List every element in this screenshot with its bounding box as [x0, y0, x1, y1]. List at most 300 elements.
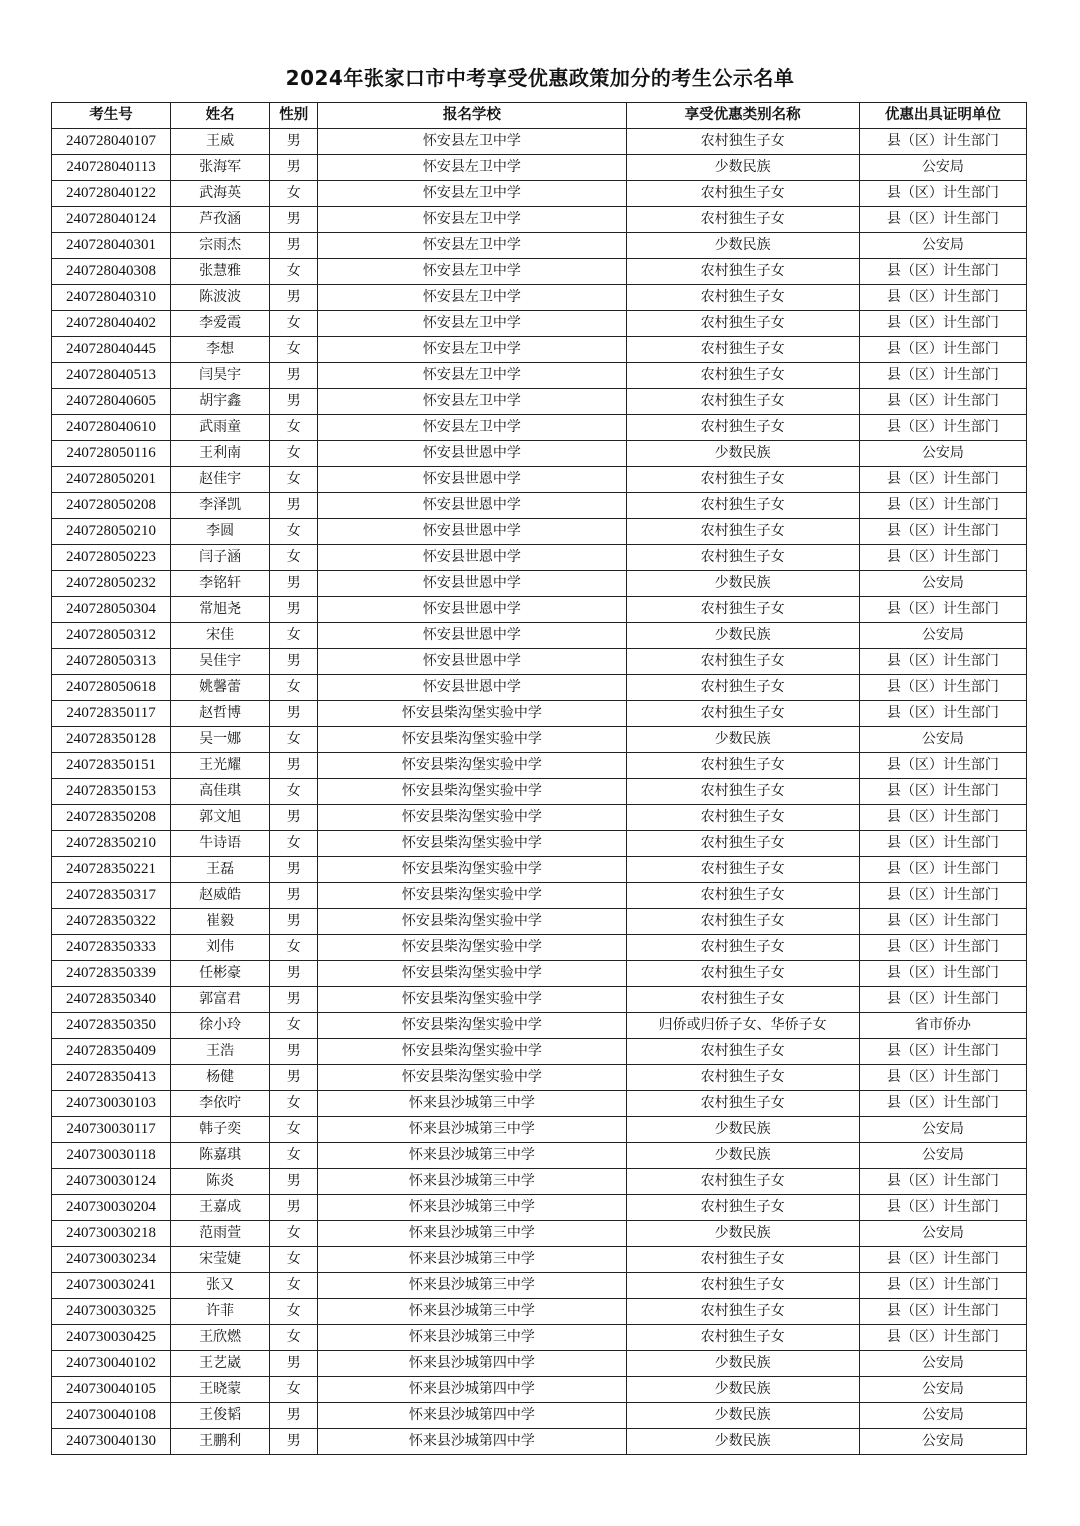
- name-cell: 宋莹婕: [171, 1247, 270, 1273]
- name-cell: 李圆: [171, 519, 270, 545]
- table-row: [52, 467, 1027, 493]
- exam-number-cell: 240728050618: [52, 675, 171, 701]
- exam-number-cell: 240728350221: [52, 857, 171, 883]
- exam-number-cell: 240728350333: [52, 935, 171, 961]
- gender-cell: 男: [270, 1351, 318, 1377]
- certifying-unit-cell: 县（区）计生部门: [859, 1273, 1026, 1299]
- name-cell: 陈波波: [171, 285, 270, 311]
- gender-cell: 男: [270, 207, 318, 233]
- gender-cell: 男: [270, 805, 318, 831]
- school-cell: 怀安县柴沟堡实验中学: [318, 805, 626, 831]
- table-row: [52, 753, 1027, 779]
- school-cell: 怀安县世恩中学: [318, 441, 626, 467]
- gender-cell: 男: [270, 1403, 318, 1429]
- table-row: [52, 1325, 1027, 1351]
- table-row: [52, 1117, 1027, 1143]
- preference-category-cell: 农村独生子女: [626, 675, 859, 701]
- table-row: [52, 857, 1027, 883]
- name-cell: 芦孜涵: [171, 207, 270, 233]
- name-cell: 刘伟: [171, 935, 270, 961]
- certifying-unit-cell: 公安局: [859, 1429, 1026, 1455]
- name-cell: 杨健: [171, 1065, 270, 1091]
- table-row: [52, 935, 1027, 961]
- name-cell: 王晓蒙: [171, 1377, 270, 1403]
- exam-number-cell: 240728350210: [52, 831, 171, 857]
- school-cell: 怀安县柴沟堡实验中学: [318, 753, 626, 779]
- name-cell: 李泽凯: [171, 493, 270, 519]
- table-row: [52, 337, 1027, 363]
- gender-cell: 女: [270, 181, 318, 207]
- preference-category-cell: 少数民族: [626, 1117, 859, 1143]
- school-cell: 怀安县世恩中学: [318, 467, 626, 493]
- preference-category-cell: 农村独生子女: [626, 1273, 859, 1299]
- school-cell: 怀来县沙城第三中学: [318, 1325, 626, 1351]
- header-name: 姓名: [171, 103, 270, 129]
- gender-cell: 男: [270, 649, 318, 675]
- page-title: 2024年张家口市中考享受优惠政策加分的考生公示名单: [285, 66, 795, 90]
- school-cell: 怀安县柴沟堡实验中学: [318, 935, 626, 961]
- exam-number-cell: 240730040105: [52, 1377, 171, 1403]
- exam-number-cell: 240730040108: [52, 1403, 171, 1429]
- certifying-unit-cell: 县（区）计生部门: [859, 493, 1026, 519]
- table-row: [52, 311, 1027, 337]
- gender-cell: 男: [270, 1429, 318, 1455]
- school-cell: 怀安县左卫中学: [318, 285, 626, 311]
- certifying-unit-cell: 县（区）计生部门: [859, 805, 1026, 831]
- gender-cell: 女: [270, 1273, 318, 1299]
- school-cell: 怀安县柴沟堡实验中学: [318, 727, 626, 753]
- preference-category-cell: 农村独生子女: [626, 597, 859, 623]
- table-row: [52, 987, 1027, 1013]
- school-cell: 怀安县柴沟堡实验中学: [318, 1039, 626, 1065]
- school-cell: 怀安县左卫中学: [318, 363, 626, 389]
- certifying-unit-cell: 县（区）计生部门: [859, 259, 1026, 285]
- table-row: [52, 571, 1027, 597]
- name-cell: 许菲: [171, 1299, 270, 1325]
- certifying-unit-cell: 公安局: [859, 1143, 1026, 1169]
- certifying-unit-cell: 县（区）计生部门: [859, 129, 1026, 155]
- table-row: [52, 493, 1027, 519]
- preference-category-cell: 农村独生子女: [626, 467, 859, 493]
- gender-cell: 男: [270, 1039, 318, 1065]
- exam-number-cell: 240728040301: [52, 233, 171, 259]
- exam-number-cell: 240728350350: [52, 1013, 171, 1039]
- gender-cell: 女: [270, 779, 318, 805]
- gender-cell: 女: [270, 337, 318, 363]
- exam-number-cell: 240728040605: [52, 389, 171, 415]
- school-cell: 怀来县沙城第四中学: [318, 1351, 626, 1377]
- certifying-unit-cell: 公安局: [859, 155, 1026, 181]
- table-row: [52, 545, 1027, 571]
- certifying-unit-cell: 县（区）计生部门: [859, 1091, 1026, 1117]
- school-cell: 怀安县柴沟堡实验中学: [318, 961, 626, 987]
- table-row: [52, 909, 1027, 935]
- school-cell: 怀来县沙城第三中学: [318, 1299, 626, 1325]
- gender-cell: 女: [270, 1117, 318, 1143]
- exam-number-cell: 240728040402: [52, 311, 171, 337]
- certifying-unit-cell: 县（区）计生部门: [859, 545, 1026, 571]
- preference-category-cell: 农村独生子女: [626, 909, 859, 935]
- certifying-unit-cell: 县（区）计生部门: [859, 207, 1026, 233]
- exam-number-cell: 240730040130: [52, 1429, 171, 1455]
- exam-number-cell: 240728040113: [52, 155, 171, 181]
- preference-category-cell: 农村独生子女: [626, 1325, 859, 1351]
- school-cell: 怀安县柴沟堡实验中学: [318, 701, 626, 727]
- table-row: [52, 701, 1027, 727]
- name-cell: 王艺崴: [171, 1351, 270, 1377]
- certifying-unit-cell: 公安局: [859, 1403, 1026, 1429]
- table-header-row: [52, 103, 1027, 129]
- school-cell: 怀安县世恩中学: [318, 519, 626, 545]
- gender-cell: 女: [270, 935, 318, 961]
- table-row: [52, 441, 1027, 467]
- school-cell: 怀安县世恩中学: [318, 623, 626, 649]
- table-row: [52, 1065, 1027, 1091]
- name-cell: 王鹏利: [171, 1429, 270, 1455]
- gender-cell: 男: [270, 389, 318, 415]
- preference-category-cell: 农村独生子女: [626, 1169, 859, 1195]
- preference-category-cell: 农村独生子女: [626, 701, 859, 727]
- name-cell: 王俊韬: [171, 1403, 270, 1429]
- preference-category-cell: 农村独生子女: [626, 363, 859, 389]
- name-cell: 徐小玲: [171, 1013, 270, 1039]
- name-cell: 胡宇鑫: [171, 389, 270, 415]
- school-cell: 怀安县世恩中学: [318, 493, 626, 519]
- header-certifying-unit: 优惠出具证明单位: [859, 103, 1026, 129]
- certifying-unit-cell: 县（区）计生部门: [859, 649, 1026, 675]
- gender-cell: 男: [270, 363, 318, 389]
- exam-number-cell: 240728350128: [52, 727, 171, 753]
- preference-category-cell: 少数民族: [626, 233, 859, 259]
- preference-category-cell: 农村独生子女: [626, 987, 859, 1013]
- name-cell: 闫子涵: [171, 545, 270, 571]
- school-cell: 怀安县左卫中学: [318, 233, 626, 259]
- table-row: [52, 1039, 1027, 1065]
- gender-cell: 女: [270, 1377, 318, 1403]
- school-cell: 怀来县沙城第三中学: [318, 1143, 626, 1169]
- school-cell: 怀安县世恩中学: [318, 545, 626, 571]
- preference-category-cell: 农村独生子女: [626, 259, 859, 285]
- preference-category-cell: 农村独生子女: [626, 831, 859, 857]
- table-row: [52, 233, 1027, 259]
- name-cell: 范雨萱: [171, 1221, 270, 1247]
- exam-number-cell: 240730030425: [52, 1325, 171, 1351]
- table-row: [52, 779, 1027, 805]
- table-row: [52, 1403, 1027, 1429]
- preference-category-cell: 少数民族: [626, 1143, 859, 1169]
- name-cell: 张又: [171, 1273, 270, 1299]
- table-body: [52, 129, 1027, 1455]
- gender-cell: 女: [270, 311, 318, 337]
- certifying-unit-cell: 省市侨办: [859, 1013, 1026, 1039]
- school-cell: 怀安县柴沟堡实验中学: [318, 831, 626, 857]
- preference-category-cell: 农村独生子女: [626, 285, 859, 311]
- gender-cell: 女: [270, 831, 318, 857]
- exam-number-cell: 240730030325: [52, 1299, 171, 1325]
- preference-category-cell: 农村独生子女: [626, 883, 859, 909]
- preference-category-cell: 归侨或归侨子女、华侨子女: [626, 1013, 859, 1039]
- certifying-unit-cell: 县（区）计生部门: [859, 1065, 1026, 1091]
- gender-cell: 男: [270, 597, 318, 623]
- exam-number-cell: 240730040102: [52, 1351, 171, 1377]
- name-cell: 吴佳宇: [171, 649, 270, 675]
- table-row: [52, 129, 1027, 155]
- gender-cell: 女: [270, 259, 318, 285]
- certifying-unit-cell: 公安局: [859, 1377, 1026, 1403]
- table-row: [52, 649, 1027, 675]
- exam-number-cell: 240728350117: [52, 701, 171, 727]
- certifying-unit-cell: 公安局: [859, 1221, 1026, 1247]
- certifying-unit-cell: 县（区）计生部门: [859, 415, 1026, 441]
- exam-number-cell: 240728040308: [52, 259, 171, 285]
- exam-number-cell: 240730030241: [52, 1273, 171, 1299]
- preference-category-cell: 少数民族: [626, 727, 859, 753]
- preference-category-cell: 农村独生子女: [626, 857, 859, 883]
- school-cell: 怀安县左卫中学: [318, 311, 626, 337]
- preference-category-cell: 农村独生子女: [626, 961, 859, 987]
- school-cell: 怀安县世恩中学: [318, 597, 626, 623]
- name-cell: 赵威皓: [171, 883, 270, 909]
- school-cell: 怀安县左卫中学: [318, 207, 626, 233]
- gender-cell: 男: [270, 129, 318, 155]
- school-cell: 怀安县柴沟堡实验中学: [318, 883, 626, 909]
- school-cell: 怀安县左卫中学: [318, 337, 626, 363]
- certifying-unit-cell: 县（区）计生部门: [859, 675, 1026, 701]
- name-cell: 高佳琪: [171, 779, 270, 805]
- certifying-unit-cell: 公安局: [859, 623, 1026, 649]
- exam-number-cell: 240728050232: [52, 571, 171, 597]
- table-row: [52, 207, 1027, 233]
- preference-category-cell: 少数民族: [626, 571, 859, 597]
- table-row: [52, 623, 1027, 649]
- gender-cell: 女: [270, 545, 318, 571]
- certifying-unit-cell: 县（区）计生部门: [859, 1299, 1026, 1325]
- preference-category-cell: 少数民族: [626, 623, 859, 649]
- name-cell: 崔毅: [171, 909, 270, 935]
- school-cell: 怀安县左卫中学: [318, 389, 626, 415]
- school-cell: 怀来县沙城第四中学: [318, 1429, 626, 1455]
- name-cell: 郭文旭: [171, 805, 270, 831]
- table-row: [52, 883, 1027, 909]
- certifying-unit-cell: 县（区）计生部门: [859, 909, 1026, 935]
- name-cell: 张慧雅: [171, 259, 270, 285]
- gender-cell: 男: [270, 883, 318, 909]
- school-cell: 怀安县柴沟堡实验中学: [318, 987, 626, 1013]
- gender-cell: 男: [270, 493, 318, 519]
- gender-cell: 女: [270, 727, 318, 753]
- preference-category-cell: 农村独生子女: [626, 1299, 859, 1325]
- certifying-unit-cell: 县（区）计生部门: [859, 987, 1026, 1013]
- school-cell: 怀安县柴沟堡实验中学: [318, 857, 626, 883]
- school-cell: 怀安县世恩中学: [318, 571, 626, 597]
- table-row: [52, 363, 1027, 389]
- table-row: [52, 1091, 1027, 1117]
- table-row: [52, 285, 1027, 311]
- gender-cell: 男: [270, 987, 318, 1013]
- school-cell: 怀来县沙城第三中学: [318, 1273, 626, 1299]
- name-cell: 姚馨蕾: [171, 675, 270, 701]
- exam-number-cell: 240728050210: [52, 519, 171, 545]
- certifying-unit-cell: 县（区）计生部门: [859, 467, 1026, 493]
- certifying-unit-cell: 县（区）计生部门: [859, 1039, 1026, 1065]
- name-cell: 闫昊宇: [171, 363, 270, 389]
- certifying-unit-cell: 县（区）计生部门: [859, 935, 1026, 961]
- table-row: [52, 1247, 1027, 1273]
- table-row: [52, 1273, 1027, 1299]
- gender-cell: 女: [270, 1299, 318, 1325]
- gender-cell: 男: [270, 909, 318, 935]
- certifying-unit-cell: 县（区）计生部门: [859, 779, 1026, 805]
- name-cell: 武海英: [171, 181, 270, 207]
- preference-category-cell: 少数民族: [626, 1351, 859, 1377]
- exam-number-cell: 240728350322: [52, 909, 171, 935]
- certifying-unit-cell: 县（区）计生部门: [859, 857, 1026, 883]
- certifying-unit-cell: 县（区）计生部门: [859, 831, 1026, 857]
- preference-category-cell: 农村独生子女: [626, 181, 859, 207]
- name-cell: 王光耀: [171, 753, 270, 779]
- gender-cell: 男: [270, 1169, 318, 1195]
- certifying-unit-cell: 县（区）计生部门: [859, 337, 1026, 363]
- preference-category-cell: 农村独生子女: [626, 935, 859, 961]
- candidate-table: [51, 102, 1027, 1455]
- gender-cell: 男: [270, 961, 318, 987]
- preference-category-cell: 农村独生子女: [626, 649, 859, 675]
- table-row: [52, 1377, 1027, 1403]
- name-cell: 王利南: [171, 441, 270, 467]
- gender-cell: 女: [270, 519, 318, 545]
- gender-cell: 男: [270, 857, 318, 883]
- exam-number-cell: 240728050304: [52, 597, 171, 623]
- table-row: [52, 831, 1027, 857]
- exam-number-cell: 240728040310: [52, 285, 171, 311]
- gender-cell: 男: [270, 571, 318, 597]
- exam-number-cell: 240730030124: [52, 1169, 171, 1195]
- preference-category-cell: 少数民族: [626, 155, 859, 181]
- preference-category-cell: 农村独生子女: [626, 389, 859, 415]
- exam-number-cell: 240728050201: [52, 467, 171, 493]
- gender-cell: 女: [270, 1091, 318, 1117]
- exam-number-cell: 240730030117: [52, 1117, 171, 1143]
- exam-number-cell: 240730030234: [52, 1247, 171, 1273]
- preference-category-cell: 农村独生子女: [626, 415, 859, 441]
- gender-cell: 女: [270, 1221, 318, 1247]
- table-row: [52, 389, 1027, 415]
- gender-cell: 女: [270, 623, 318, 649]
- gender-cell: 男: [270, 753, 318, 779]
- header-gender: 性别: [270, 103, 318, 129]
- preference-category-cell: 少数民族: [626, 1221, 859, 1247]
- exam-number-cell: 240728040513: [52, 363, 171, 389]
- preference-category-cell: 少数民族: [626, 1377, 859, 1403]
- table-row: [52, 415, 1027, 441]
- school-cell: 怀安县左卫中学: [318, 129, 626, 155]
- exam-number-cell: 240730030204: [52, 1195, 171, 1221]
- certifying-unit-cell: 公安局: [859, 1117, 1026, 1143]
- name-cell: 张海军: [171, 155, 270, 181]
- preference-category-cell: 农村独生子女: [626, 519, 859, 545]
- gender-cell: 男: [270, 233, 318, 259]
- certifying-unit-cell: 公安局: [859, 1351, 1026, 1377]
- school-cell: 怀来县沙城第三中学: [318, 1247, 626, 1273]
- certifying-unit-cell: 公安局: [859, 233, 1026, 259]
- preference-category-cell: 少数民族: [626, 441, 859, 467]
- certifying-unit-cell: 县（区）计生部门: [859, 701, 1026, 727]
- school-cell: 怀安县左卫中学: [318, 181, 626, 207]
- school-cell: 怀来县沙城第四中学: [318, 1403, 626, 1429]
- preference-category-cell: 农村独生子女: [626, 1195, 859, 1221]
- exam-number-cell: 240728040610: [52, 415, 171, 441]
- exam-number-cell: 240728350339: [52, 961, 171, 987]
- gender-cell: 女: [270, 441, 318, 467]
- certifying-unit-cell: 县（区）计生部门: [859, 883, 1026, 909]
- gender-cell: 男: [270, 285, 318, 311]
- certifying-unit-cell: 公安局: [859, 441, 1026, 467]
- school-cell: 怀来县沙城第三中学: [318, 1117, 626, 1143]
- school-cell: 怀来县沙城第四中学: [318, 1377, 626, 1403]
- name-cell: 王嘉成: [171, 1195, 270, 1221]
- table-row: [52, 1299, 1027, 1325]
- header-exam-number: 考生号: [52, 103, 171, 129]
- table-row: [52, 727, 1027, 753]
- name-cell: 王威: [171, 129, 270, 155]
- table-row: [52, 259, 1027, 285]
- school-cell: 怀来县沙城第三中学: [318, 1169, 626, 1195]
- name-cell: 赵哲博: [171, 701, 270, 727]
- certifying-unit-cell: 县（区）计生部门: [859, 311, 1026, 337]
- name-cell: 韩子奕: [171, 1117, 270, 1143]
- name-cell: 陈炎: [171, 1169, 270, 1195]
- header-school: 报名学校: [318, 103, 626, 129]
- certifying-unit-cell: 县（区）计生部门: [859, 1247, 1026, 1273]
- preference-category-cell: 农村独生子女: [626, 545, 859, 571]
- gender-cell: 男: [270, 701, 318, 727]
- exam-number-cell: 240728050223: [52, 545, 171, 571]
- table-row: [52, 1221, 1027, 1247]
- certifying-unit-cell: 县（区）计生部门: [859, 1325, 1026, 1351]
- exam-number-cell: 240728040445: [52, 337, 171, 363]
- school-cell: 怀安县柴沟堡实验中学: [318, 1013, 626, 1039]
- name-cell: 李想: [171, 337, 270, 363]
- preference-category-cell: 农村独生子女: [626, 1247, 859, 1273]
- table-row: [52, 961, 1027, 987]
- gender-cell: 女: [270, 1247, 318, 1273]
- exam-number-cell: 240728040124: [52, 207, 171, 233]
- certifying-unit-cell: 公安局: [859, 571, 1026, 597]
- certifying-unit-cell: 县（区）计生部门: [859, 1195, 1026, 1221]
- name-cell: 王欣燃: [171, 1325, 270, 1351]
- gender-cell: 女: [270, 1013, 318, 1039]
- certifying-unit-cell: 县（区）计生部门: [859, 363, 1026, 389]
- preference-category-cell: 农村独生子女: [626, 805, 859, 831]
- school-cell: 怀来县沙城第三中学: [318, 1195, 626, 1221]
- exam-number-cell: 240728350340: [52, 987, 171, 1013]
- gender-cell: 女: [270, 675, 318, 701]
- table-row: [52, 1169, 1027, 1195]
- name-cell: 宋佳: [171, 623, 270, 649]
- exam-number-cell: 240728040122: [52, 181, 171, 207]
- name-cell: 常旭尧: [171, 597, 270, 623]
- gender-cell: 女: [270, 1143, 318, 1169]
- preference-category-cell: 农村独生子女: [626, 129, 859, 155]
- preference-category-cell: 农村独生子女: [626, 311, 859, 337]
- gender-cell: 男: [270, 155, 318, 181]
- header-preference-category: 享受优惠类别名称: [626, 103, 859, 129]
- exam-number-cell: 240728350153: [52, 779, 171, 805]
- exam-number-cell: 240728350317: [52, 883, 171, 909]
- school-cell: 怀安县柴沟堡实验中学: [318, 1065, 626, 1091]
- preference-category-cell: 农村独生子女: [626, 1065, 859, 1091]
- table-row: [52, 1429, 1027, 1455]
